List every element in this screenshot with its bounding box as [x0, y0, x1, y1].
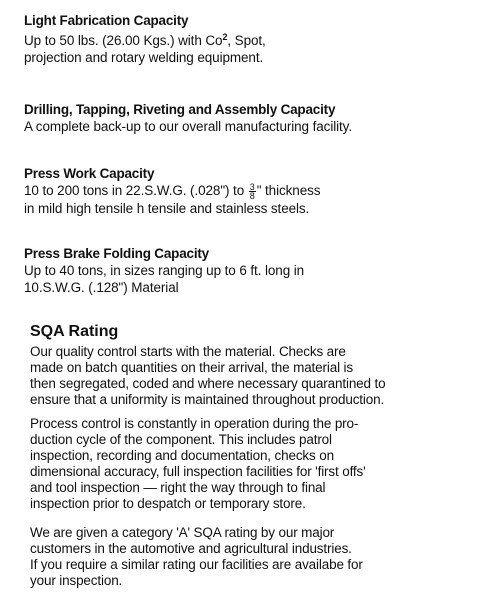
- light-fabrication-line-2: projection and rotary welding equipment.: [24, 50, 264, 65]
- drilling-section: [24, 101, 494, 135]
- sqa-paragraph-3: [30, 525, 495, 589]
- press-work-heading: Press Work Capacity: [24, 166, 155, 181]
- press-work-line-1b: " thickness: [256, 183, 321, 198]
- sqa-paragraph-2: [30, 416, 495, 512]
- drilling-heading: Drilling, Tapping, Riveting and Assembly Capacity: [24, 102, 336, 117]
- fraction-numerator: 3: [249, 182, 255, 192]
- paragraph-line: then segregated, coded and where necessary quarantined to: [30, 376, 386, 391]
- press-brake-line-1: Up to 40 tons, in sizes ranging up to 6 ft. long in: [24, 263, 305, 278]
- sqa-paragraph-1: [30, 344, 495, 408]
- fraction-denominator: 8: [249, 191, 255, 201]
- paragraph-line: inspection prior to despatch or temporary store.: [30, 496, 306, 511]
- press-brake-line-2: 10.S.W.G. (.128") Material: [24, 280, 179, 295]
- drilling-line-1: A complete back-up to our overall manufacturing facility.: [24, 119, 352, 134]
- sqa-rating-title: SQA Rating: [30, 323, 119, 340]
- light-fabrication-line-1b: , Spot,: [227, 33, 266, 48]
- paragraph-line: made on batch quantities on their arrival, the material is: [30, 360, 353, 375]
- co2-superscript: 2: [222, 32, 228, 42]
- light-fabrication-heading: Light Fabrication Capacity: [24, 13, 189, 28]
- paragraph-line: inspection, recording and documentation, checks on: [30, 448, 334, 463]
- press-work-line-1: [24, 182, 494, 200]
- press-brake-section: [24, 245, 494, 296]
- press-work-line-1a: 10 to 200 tons in 22.S.W.G. (.028") to: [24, 183, 245, 198]
- paragraph-line: dimensional accuracy, full inspection facilities for 'first offs': [30, 464, 366, 479]
- light-fabrication-text: [24, 29, 494, 66]
- light-fabrication-line-1a: Up to 50 lbs. (26.00 Kgs.) with Co: [24, 33, 223, 48]
- light-fabrication-line-1: [24, 29, 494, 49]
- paragraph-line: customers in the automotive and agricultural industries.: [30, 541, 352, 556]
- paragraph-line: We are given a category 'A' SQA rating by our major: [30, 525, 335, 540]
- press-brake-heading: Press Brake Folding Capacity: [24, 246, 209, 261]
- paragraph-line: your inspection.: [30, 573, 123, 588]
- paragraph-line: Our quality control starts with the material. Checks are: [30, 344, 346, 359]
- paragraph-line: duction cycle of the component. This includes patrol: [30, 432, 332, 447]
- light-fabrication-section: [24, 12, 494, 66]
- drilling-text: [24, 118, 494, 135]
- three-eighths-fraction: [249, 183, 256, 200]
- paragraph-line: If you require a similar rating our facilities are availabe for: [30, 557, 363, 572]
- press-brake-text: [24, 262, 494, 296]
- press-work-section: [24, 165, 494, 217]
- paragraph-line: ensure that a uniformity is maintained throughout production.: [30, 392, 385, 407]
- press-work-line-2: in mild high tensile h tensile and stainless steels.: [24, 201, 310, 216]
- paragraph-line: Process control is constantly in operation during the pro-: [30, 416, 359, 431]
- paragraph-line: and tool inspection — right the way through to final: [30, 480, 326, 495]
- press-work-text: [24, 182, 494, 217]
